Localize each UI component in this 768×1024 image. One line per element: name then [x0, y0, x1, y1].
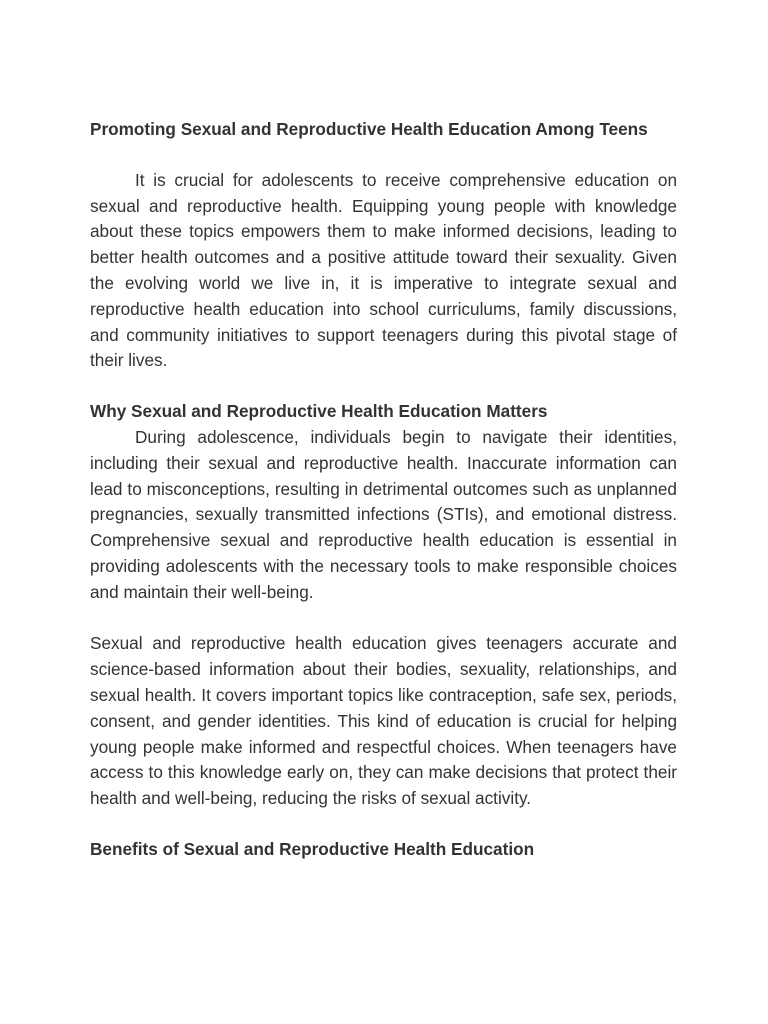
section-heading-benefits: Benefits of Sexual and Reproductive Health Education [90, 838, 535, 859]
intro-paragraph: It is crucial for adolescents to receive comprehensive education on sexual and reproductive health. Equipping young people with knowledge about these topics empowers them to make informed decisions, leading to better health outcomes and a positive attitude toward their sexuality. Given the evolving world we live in, it is imperative to integrate sexual and reproductive health education into school curriculums, family discussions, and community initiatives to support teenagers during this pivotal stage of their lives. [90, 169, 677, 371]
section-heading-why-it-matters: Why Sexual and Reproductive Health Education Matters [90, 401, 548, 422]
why-it-matters-paragraph-2: Sexual and reproductive health education gives teenagers accurate and science-based information about their bodies, sexuality, relationships, and sexual health. It covers important topics like contraception, safe sex, periods, consent, and gender identities. This kind of education is crucial for helping young people make informed and respectful choices. When teenagers have access to this knowledge early on, they can make decisions that protect their health and well-being, reducing the risks of sexual activity. [90, 633, 677, 809]
document-title: Promoting Sexual and Reproductive Health Education Among Teens [90, 119, 648, 139]
document-page [90, 117, 677, 863]
why-it-matters-paragraph-1: During adolescence, individuals begin to navigate their identities, including their sexual and reproductive health. Inaccurate information can lead to misconceptions, resulting in detrimental outcomes such as unplanned pregnancies, sexually transmitted infections (STIs), and emotional distress. Comprehensive sexual and reproductive health education is essential in providing adolescents with the necessary tools to make responsible choices and maintain their well-being. [90, 426, 677, 602]
